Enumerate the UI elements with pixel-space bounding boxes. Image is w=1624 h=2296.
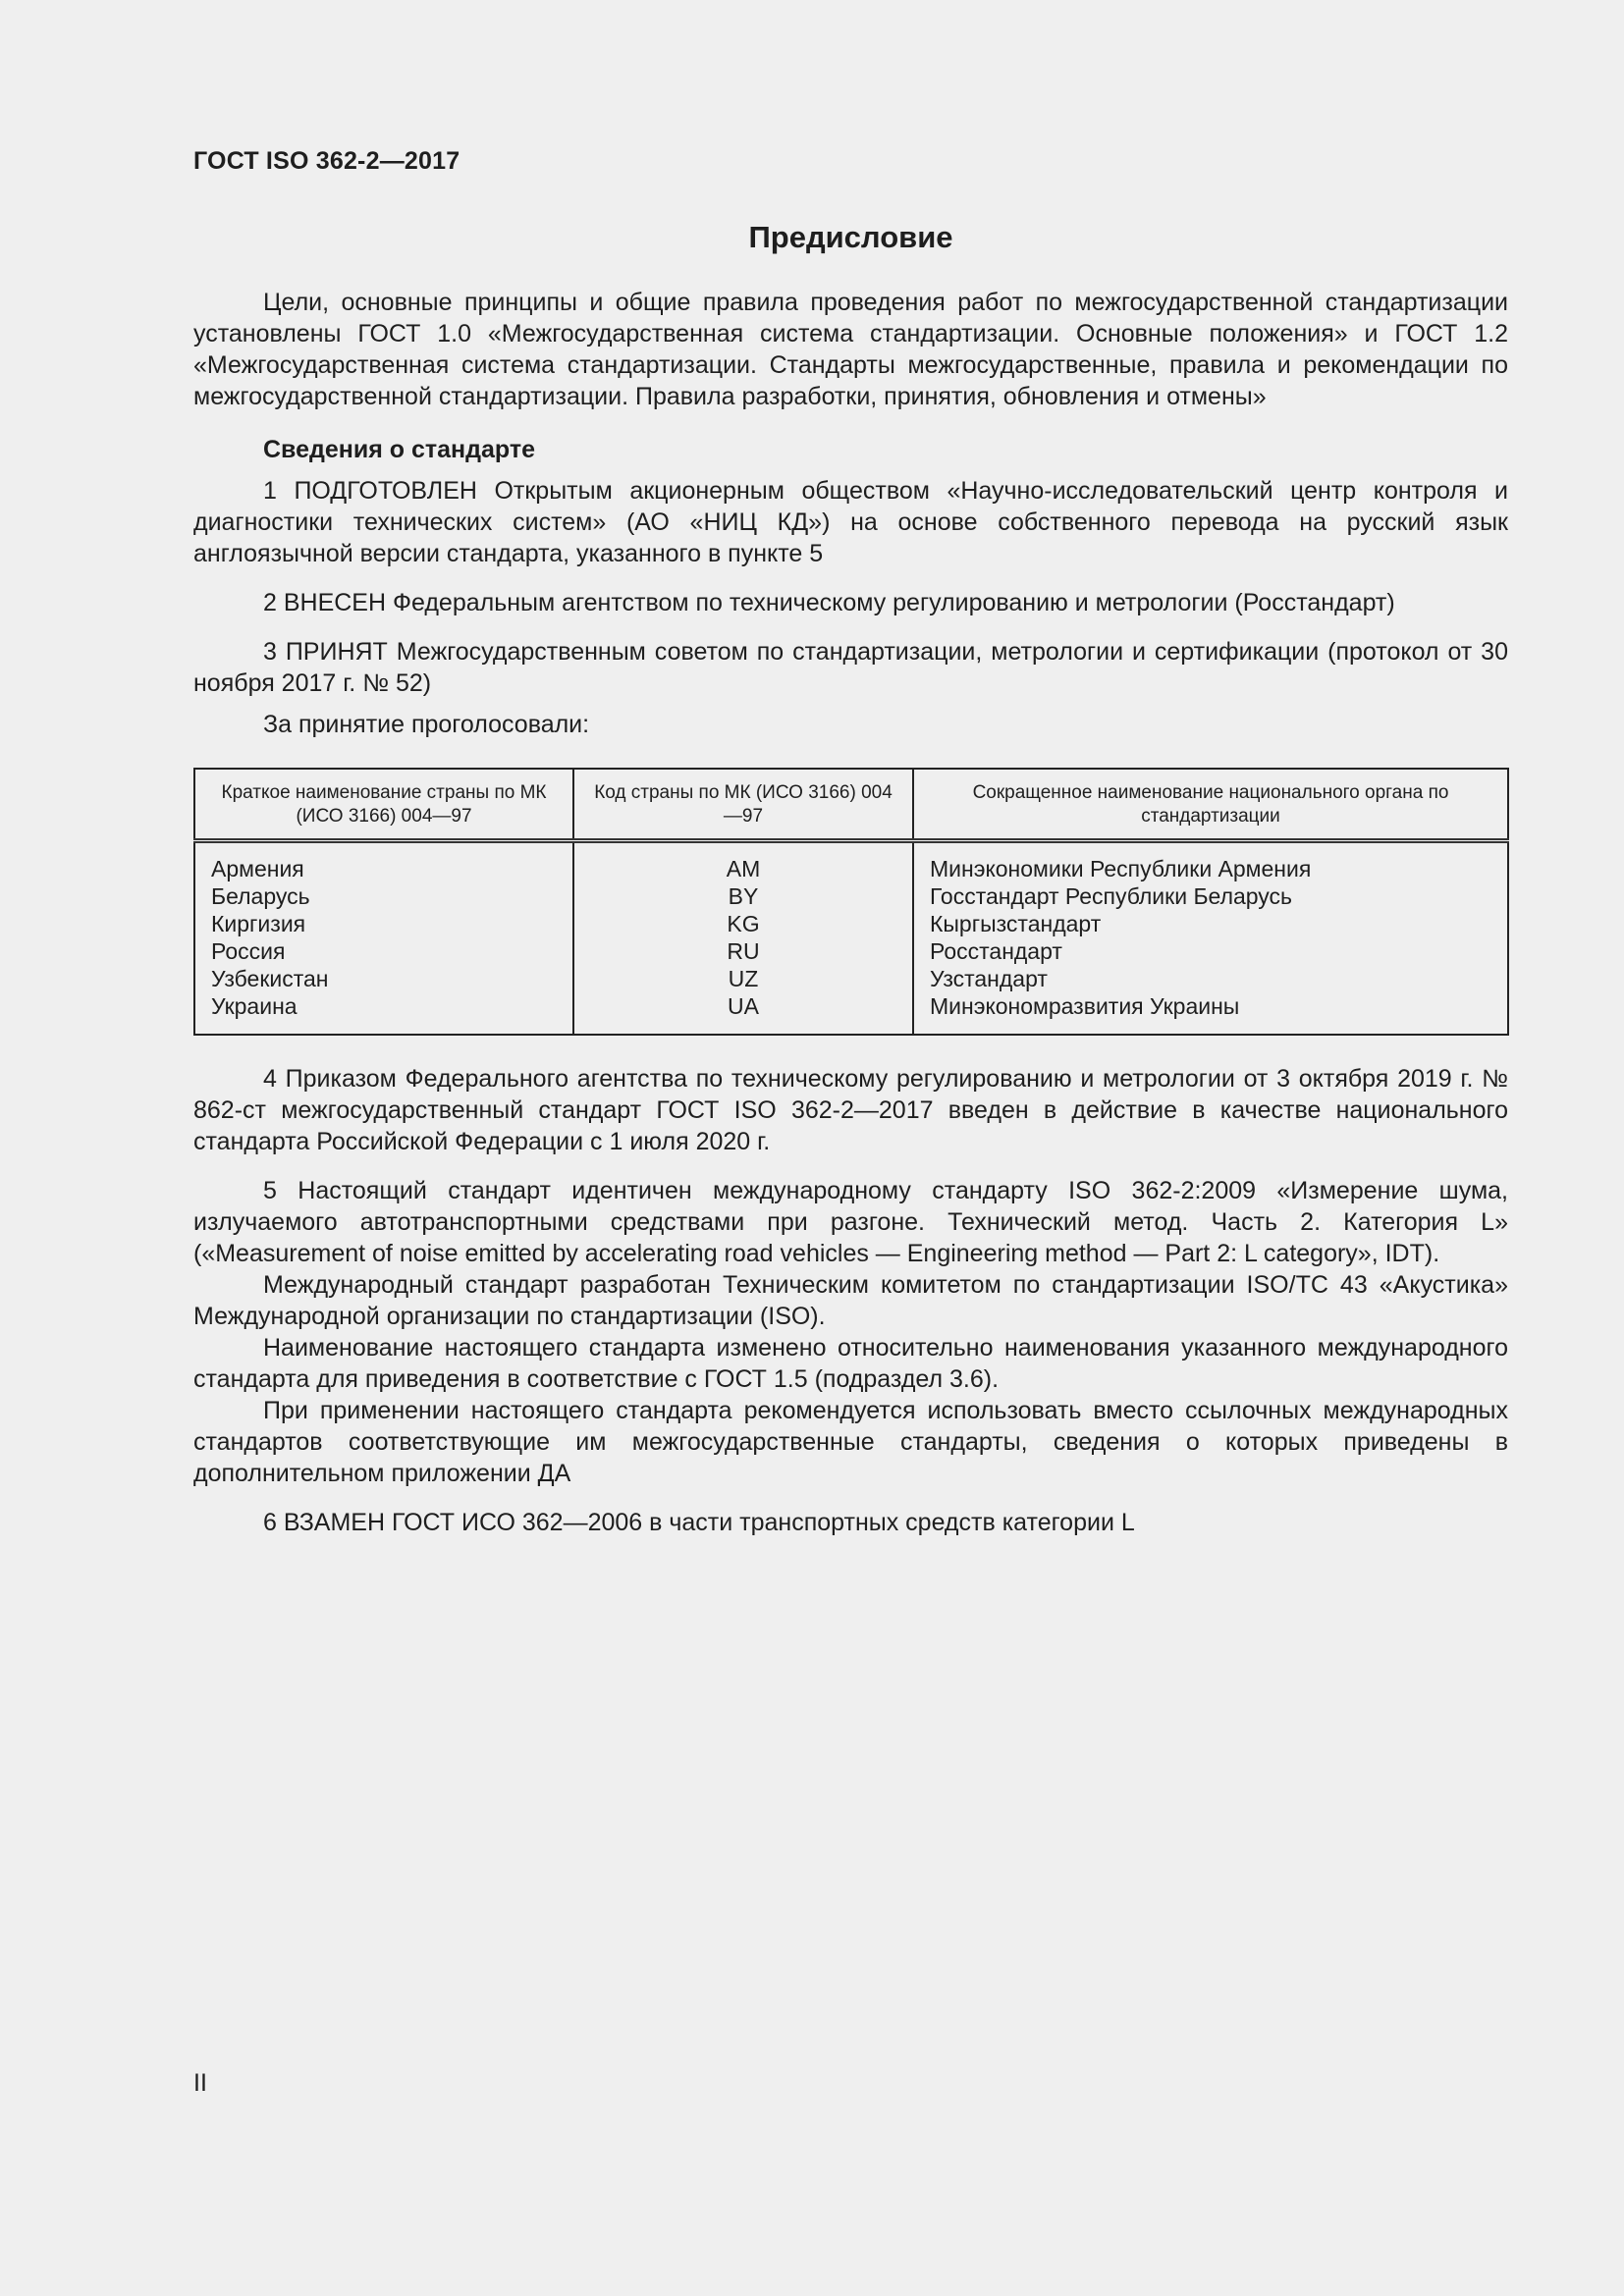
page-number: II xyxy=(193,2069,207,2097)
national-body: Узстандарт xyxy=(930,966,1048,991)
item-5-references: При применении настоящего стандарта рекомендуется использовать вместо ссылочных международных стандартов соответствующие им межгосударственные стандарты, сведения о которых приведены в дополнительном приложении ДА xyxy=(193,1397,1508,1487)
item-1-prepared: 1 ПОДГОТОВЛЕН Открытым акционерным обществом «Научно-исследовательский центр контроля и диагностики технических систем» (АО «НИЦ КД») на основе собственного перевода на русский язык англоязычной версии стандарта, указанного в пункте 5 xyxy=(193,477,1508,567)
country-name: Армения xyxy=(211,856,304,881)
national-body: Кыргызстандарт xyxy=(930,911,1102,936)
member-states-table xyxy=(193,768,1509,1036)
country-code: RU xyxy=(727,938,760,964)
page-title: Предисловие xyxy=(748,220,953,254)
item-4-order: 4 Приказом Федерального агентства по техническому регулированию и метрологии от 3 октября 2019 г. № 862-ст межгосударственный стандарт ГОСТ ISO 362-2—2017 введен в действие в качестве национального стандарта Российской Федерации с 1 июля 2020 г. xyxy=(193,1065,1508,1155)
table-row xyxy=(194,841,1508,1036)
country-name: Беларусь xyxy=(211,883,310,909)
country-code: UZ xyxy=(728,966,759,991)
item-5-developer: Международный стандарт разработан Техническим комитетом по стандартизации ISO/TC 43 «Акустика» Международной организации по стандартизации (ISO). xyxy=(193,1271,1508,1330)
item-5-name-change: Наименование настоящего стандарта изменено относительно наименования указанного международного стандарта для приведения в соответствие с ГОСТ 1.5 (подраздел 3.6). xyxy=(193,1334,1508,1393)
country-name: Киргизия xyxy=(211,911,306,936)
country-code: KG xyxy=(727,911,760,936)
country-code: AM xyxy=(726,856,761,881)
national-body: Госстандарт Республики Беларусь xyxy=(930,883,1293,909)
table-header-row xyxy=(194,769,1508,841)
country-code: UA xyxy=(728,993,759,1019)
voted-label: За принятие проголосовали: xyxy=(263,711,590,738)
document-code-header: ГОСТ ISO 362-2—2017 xyxy=(193,147,460,175)
country-name: Россия xyxy=(211,938,286,964)
intro-paragraph: Цели, основные принципы и общие правила проведения работ по межгосударственной стандартизации установлены ГОСТ 1.0 «Межгосударственная система стандартизации. Основные положения» и ГОСТ 1.2 «Межгосударственная система стандартизации. Стандарты межгосударственные, правила и рекомендации по межгосударственной стандартизации. Правила разработки, принятия, обновления и отмены» xyxy=(193,289,1508,410)
page-content xyxy=(193,218,1508,1538)
national-body: Минэкономики Республики Армения xyxy=(930,856,1312,881)
info-heading: Сведения о стандарте xyxy=(263,436,536,463)
item-3-adopted: 3 ПРИНЯТ Межгосударственным советом по стандартизации, метрологии и сертификации (протокол от 30 ноября 2017 г. № 52) xyxy=(193,638,1508,697)
item-6-replaces: 6 ВЗАМЕН ГОСТ ИСО 362—2006 в части транспортных средств категории L xyxy=(263,1509,1135,1536)
country-code: BY xyxy=(728,883,759,909)
header-national-body: Сокращенное наименование национального органа по стандартизации xyxy=(913,769,1508,841)
header-country-code: Код страны по МК (ИСО 3166) 004—97 xyxy=(573,769,913,841)
country-name: Узбекистан xyxy=(211,966,329,991)
item-5-identical: 5 Настоящий стандарт идентичен международному стандарту ISO 362-2:2009 «Измерение шума, излучаемого автотранспортными средствами при разгоне. Технический метод. Часть 2. Категория L» («Measurement of noise emitted by accelerating road vehicles — Engineering method — Part 2: L category», IDT). xyxy=(193,1177,1508,1267)
country-name: Украина xyxy=(211,993,298,1019)
national-body: Росстандарт xyxy=(930,938,1062,964)
body-column xyxy=(913,841,1508,1036)
national-body: Минэкономразвития Украины xyxy=(930,993,1240,1019)
country-column xyxy=(194,841,573,1036)
code-column xyxy=(573,841,913,1036)
item-2-introduced: 2 ВНЕСЕН Федеральным агентством по техническому регулированию и метрологии (Росстандарт) xyxy=(263,589,1395,616)
header-country-name: Краткое наименование страны по МК (ИСО 3166) 004—97 xyxy=(194,769,573,841)
